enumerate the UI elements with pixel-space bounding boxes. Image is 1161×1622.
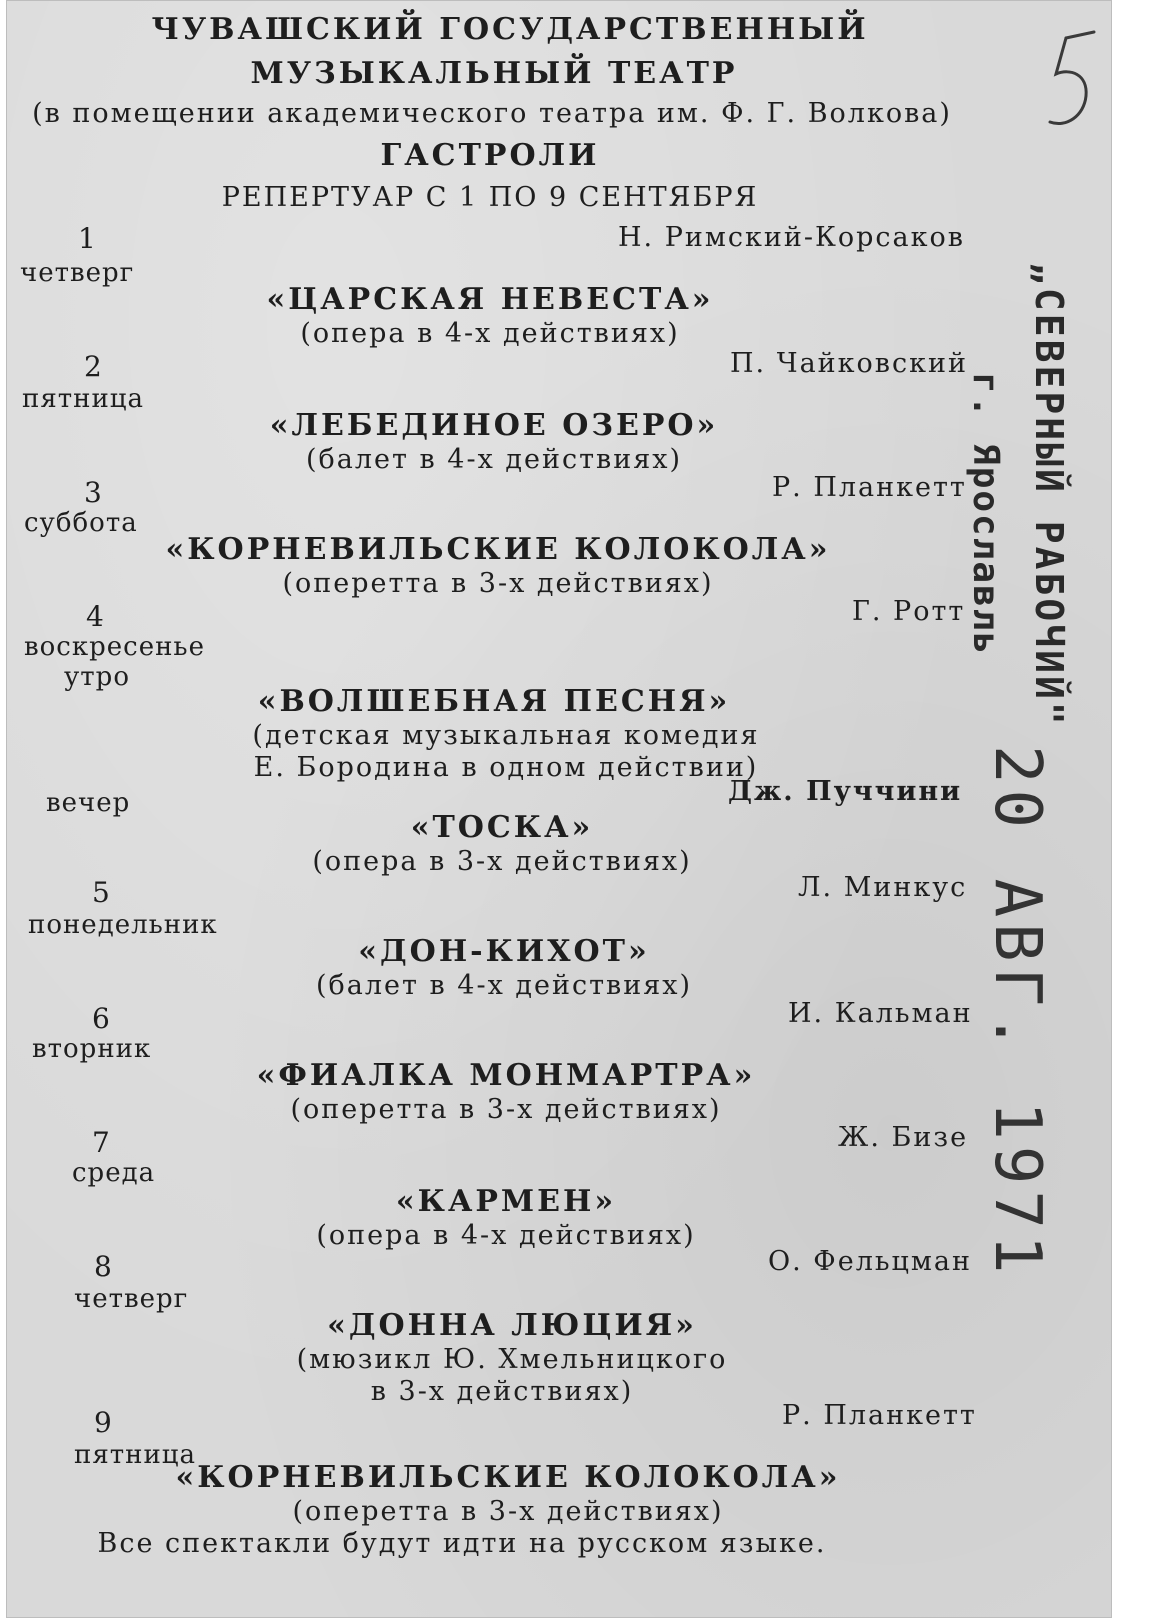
theatre-name-line2: МУЗЫКАЛЬНЫЙ ТЕАТР <box>250 56 738 91</box>
weekday: вторник <box>32 1034 152 1064</box>
theatre-name-line1: ЧУВАШСКИЙ ГОСУДАРСТВЕННЫЙ <box>151 12 869 47</box>
show-title: «КАРМЕН» <box>395 1184 617 1219</box>
show-title: «ЦАРСКАЯ НЕВЕСТА» <box>266 282 714 317</box>
newspaper-stamp: „СЕВЕРНЫЙ РАБОЧИЙ" <box>1027 262 1071 728</box>
composer: Н. Римский-Корсаков <box>618 222 965 253</box>
venue-note: (в помещении академического театра им. Ф. Г. Волкова) <box>32 98 952 129</box>
newspaper-clipping <box>6 0 1112 1618</box>
show-genre: (балет в 4-х действиях) <box>315 970 693 1001</box>
show-genre: (оперетта в 3-х действиях) <box>282 568 714 599</box>
composer: Г. Ротт <box>852 596 966 627</box>
show-genre: (балет в 4-х действиях) <box>305 444 683 475</box>
weekday: пятница <box>74 1440 196 1470</box>
weekday: воскресенье <box>24 632 205 662</box>
weekday: суббота <box>24 508 138 538</box>
show-genre: (опера в 4-х действиях) <box>316 1220 696 1251</box>
date-number: 6 <box>92 1002 111 1035</box>
date-number: 3 <box>84 476 103 509</box>
weekday: среда <box>72 1158 156 1188</box>
handwritten-mark <box>1036 30 1106 140</box>
show-genre: (опера в 3-х действиях) <box>312 846 692 877</box>
composer: Р. Планкетт <box>772 472 967 503</box>
show-title: «ФИАЛКА МОНМАРТРА» <box>256 1058 756 1093</box>
show-title: «КОРНЕВИЛЬСКИЕ КОЛОКОЛА» <box>175 1460 841 1495</box>
show-title: «ВОЛШЕБНАЯ ПЕСНЯ» <box>257 684 731 719</box>
composer: О. Фельцман <box>768 1246 972 1277</box>
date-stamp: 20 АВГ. 1971 <box>980 745 1054 1280</box>
weekday: четверг <box>20 258 135 288</box>
show-genre: (детская музыкальная комедия <box>252 720 760 751</box>
time-of-day: утро <box>64 662 130 692</box>
date-number: 8 <box>94 1250 113 1283</box>
composer: Дж. Пуччини <box>728 776 963 807</box>
footer-note: Все спектакли будут идти на русском языке. <box>97 1528 827 1559</box>
show-title: «ДОН-КИХОТ» <box>358 934 650 969</box>
weekday: четверг <box>74 1284 189 1314</box>
show-title: «КОРНЕВИЛЬСКИЕ КОЛОКОЛА» <box>165 532 831 567</box>
date-number: 5 <box>92 876 111 909</box>
composer: Л. Минкус <box>798 872 968 903</box>
date-number: 4 <box>86 600 105 633</box>
repertoire-heading: РЕПЕРТУАР С 1 ПО 9 СЕНТЯБРЯ <box>221 182 759 213</box>
city-stamp: г. Ярославль <box>965 372 1006 657</box>
composer: Ж. Бизе <box>838 1122 969 1153</box>
date-number: 9 <box>94 1406 113 1439</box>
date-number: 1 <box>78 222 97 255</box>
show-genre: (оперетта в 3-х действиях) <box>290 1094 722 1125</box>
show-genre: в 3-х действиях) <box>370 1376 634 1407</box>
composer: И. Кальман <box>788 998 973 1029</box>
composer: Р. Планкетт <box>782 1400 977 1431</box>
show-title: «ДОННА ЛЮЦИЯ» <box>327 1308 697 1343</box>
weekday: понедельник <box>28 910 218 940</box>
show-genre: (мюзикл Ю. Хмельницкого <box>296 1344 728 1375</box>
show-title: «ЛЕБЕДИНОЕ ОЗЕРО» <box>269 408 719 443</box>
show-genre: Е. Бородина в одном действии) <box>253 752 759 783</box>
date-number: 7 <box>92 1126 111 1159</box>
show-genre: (опера в 4-х действиях) <box>300 318 680 349</box>
time-of-day: вечер <box>46 788 131 818</box>
date-number: 2 <box>84 350 103 383</box>
show-title: «ТОСКА» <box>410 810 594 845</box>
weekday: пятница <box>22 384 144 414</box>
show-genre: (оперетта в 3-х действиях) <box>292 1496 724 1527</box>
composer: П. Чайковский <box>730 348 968 379</box>
tour-heading: ГАСТРОЛИ <box>380 138 600 173</box>
